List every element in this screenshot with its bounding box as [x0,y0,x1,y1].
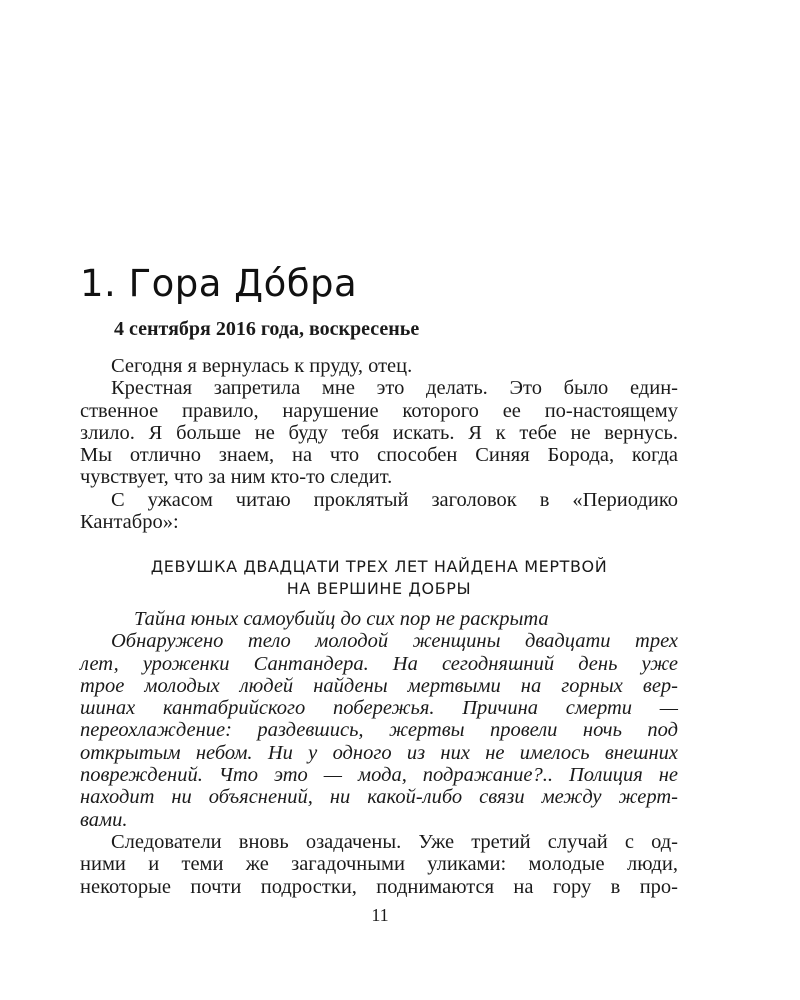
text-line: Мы отлично знаем, на что способен Синяя Борода, когда [80,444,678,467]
text-line: чувствует, что за ним кто-то следит. [80,466,393,489]
text-line: Крестная запретила мне это делать. Это было един- [111,377,678,400]
text-line: злило. Я больше не буду тебя искать. Я к тебе не вернусь. [80,421,678,444]
newspaper-article [80,608,678,831]
article-line: трое молодых людей найдены мертвыми на горных вер- [80,674,678,697]
text-line: Следователи вновь озадачены. Уже третий случай с од- [111,831,678,853]
text-line: некоторые почти подростки, поднимаются на гору в про- [80,875,678,898]
article-line: вами. [80,808,128,831]
closing-text [80,831,678,898]
text-line: Кантабро»: [80,511,179,534]
newspaper-headline [80,556,678,600]
headline-line: НА ВЕРШИНЕ ДОБРЫ [286,579,472,598]
chapter-date: 4 сентября 2016 года, воскресенье [114,318,420,340]
page-number: 11 [371,905,389,925]
article-line: находит ни объяснений, ни какой-либо связи между жерт- [80,786,678,809]
text-line: ними и теми же загадочными уликами: молодые люди, [80,853,678,876]
chapter-title: 1. Гора Дóбра [80,262,358,305]
article-line: переохлаждение: раздевшись, жертвы провели ночь под [80,719,678,742]
article-line: Обнаружено тело молодой женщины двадцати трех [111,630,678,653]
text-line: ственное правило, нарушение которого ее по-настоящему [80,399,678,422]
article-line: шинах кантабрийского побережья. Причина смерти — [80,697,678,720]
headline-line: ДЕВУШКА ДВАДЦАТИ ТРЕХ ЛЕТ НАЙДЕНА МЕРТВОЙ [150,557,608,576]
article-line: повреждений. Что это — мода, подражание?.. Полиция не [80,764,678,787]
text-line: Сегодня я вернулась к пруду, отец. [111,355,413,377]
intro-text [80,355,678,533]
article-subtitle: Тайна юных самоубийц до сих пор не раскрыта [134,608,549,630]
text-line: С ужасом читаю проклятый заголовок в «Периодико [111,488,678,511]
article-line: открытым небом. Ни у одного из них не имелось внешних [80,741,678,764]
article-line: лет, уроженки Сантандера. На сегодняшний день уже [80,652,678,675]
